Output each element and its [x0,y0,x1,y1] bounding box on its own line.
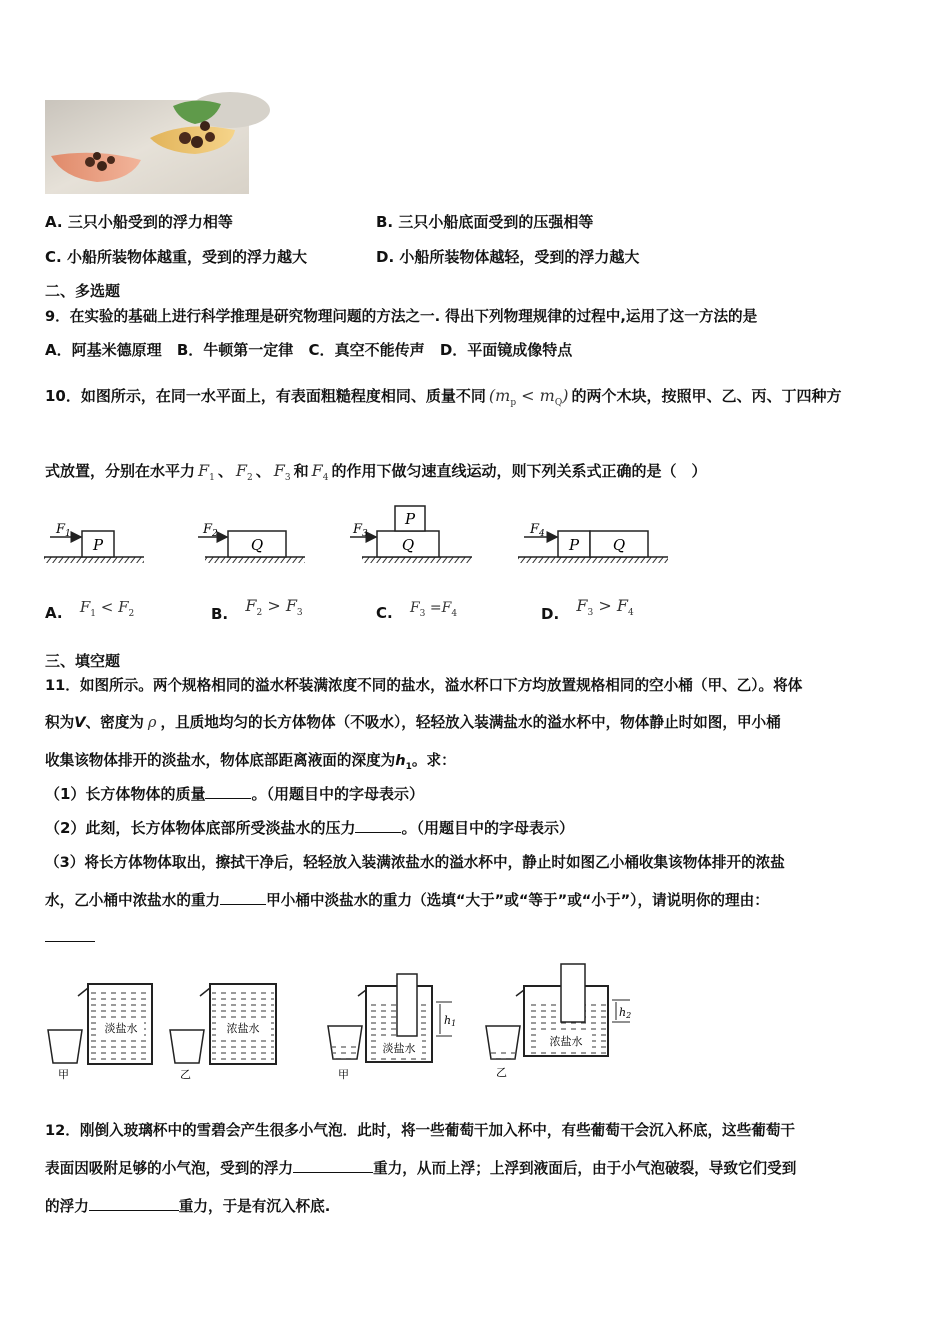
answer-blank[interactable] [205,786,251,799]
overflow-cup-weak [48,984,152,1081]
option-letter: A． [45,341,72,359]
svg-text:Q: Q [401,536,415,554]
option-letter: B. [376,213,394,231]
figure-force-q [198,522,305,563]
force-f3: $F_3$ [273,461,291,483]
force-f1: $F_1$ [198,461,215,483]
q11-reason-blank[interactable] [45,928,95,946]
q11-sub2: （2）此刻，长方体物体底部所受淡盐水的压力 。（用题目中的字母表示） [45,819,574,837]
option-text: 三只小船底面受到的压强相等 [398,213,594,231]
q10-option-c[interactable]: C. $F_3 =F_4$ [376,600,458,622]
force-f2: $F_2$ [235,461,253,483]
svg-text:Q: Q [250,536,264,554]
svg-text:F3: $F_3$ [353,522,368,539]
svg-text:乙: 乙 [496,1066,507,1079]
q8-option-a[interactable] [45,211,233,232]
svg-text:P: P [92,536,104,554]
q11-sub3-line2: 水，乙小桶中浓盐水的重力 甲小桶中淡盐水的重力（选填“大于”或“等于”或“小于”），请说明你的理由： [45,892,769,909]
svg-text:h2: h2 [619,1006,632,1020]
option-text: 三只小船受到的浮力相等 [67,213,233,231]
q8-option-c[interactable] [45,246,307,267]
q11-sub3-line1: （3）将长方体物体取出，擦拭干净后，轻轻放入装满浓盐水的溢水杯中，静止时如图乙小桶收集该物体排开的浓盐 [45,854,785,871]
q9-option-d[interactable] [440,341,572,359]
svg-text:浓盐水: 浓盐水 [226,1022,260,1035]
svg-text:甲: 甲 [58,1068,69,1081]
q10-stem-text: 式放置，分别在水平力 [45,462,196,480]
q10-stem-text: 的两个木块，按照甲、乙、丙、丁四种方 [571,387,842,405]
svg-text:h1: h1 [444,1014,457,1028]
q12-line2: 表面因吸附足够的小气泡，受到的浮力 重力，从而上浮；上浮到液面后，由于小气泡破裂，导致它们受到 [45,1160,797,1177]
svg-text:P: P [404,510,416,528]
q12-line3: 的浮力 重力，于是有沉入杯底. [45,1198,331,1215]
option-letter: B． [176,341,204,359]
q11-line3: 收集该物体排开的淡盐水，物体底部距离液面的深度为$h_1$。求： [45,752,456,772]
q8-option-d[interactable] [376,246,639,267]
q10-figure [40,500,680,575]
svg-text:F1: $F_1$ [56,522,71,539]
svg-text:淡盐水: 淡盐水 [382,1042,416,1055]
option-text: 牛顿第一定律 [203,341,294,359]
force-f4: $F_4$ [311,461,329,483]
svg-text:P: P [568,536,580,554]
option-letter: C. [45,248,62,266]
section-title-multi: 二、多选题 [45,282,121,300]
q10-stem-line1 [45,385,842,408]
q9-option-c[interactable] [309,341,425,359]
q10-option-d[interactable]: D. $F_3 > F_4$ [541,596,634,623]
option-letter: A. [45,213,63,231]
overflow-cup-strong [170,984,276,1081]
option-letter: C． [308,341,335,359]
q10-option-b[interactable]: B. $F_2 > F_3$ [211,596,303,623]
q9-option-a[interactable] [45,341,162,359]
answer-blank[interactable] [355,820,401,833]
option-text: 阿基米德原理 [71,341,162,359]
svg-text:乙: 乙 [180,1068,191,1081]
answer-blank[interactable] [220,892,266,905]
overflow-cup-strong-block [486,964,631,1079]
svg-text:Q: Q [612,536,626,554]
figure-force-side [518,522,668,563]
option-text: 平面镜成像特点 [467,341,573,359]
q11-sub1: （1）长方体物体的质量 。（用题目中的字母表示） [45,785,424,803]
q12-line1: 12．刚倒入玻璃杯中的雪碧会产生很多小气泡．此时，将一些葡萄干加入杯中，有些葡萄干会沉入杯底，这些葡萄干 [45,1122,796,1139]
q11-figure [40,966,640,1086]
figure-force-stacked [350,506,472,563]
q10-stem-text: 10．如图所示，在同一水平面上，有表面粗糙程度相同、质量不同 [45,387,486,405]
q9-options [45,339,572,360]
option-text: 小船所装物体越轻，受到的浮力越大 [399,248,640,266]
option-letter: D. [376,248,395,266]
q9-option-b[interactable] [177,341,293,359]
figure-force-p [44,522,144,563]
svg-text:甲: 甲 [338,1068,349,1081]
q10-stem-line2: 式放置，分别在水平力 $F_1$ 、 $F_2$ 、 $F_3$ 和 $F_4$ 的作用下做匀速直线运动，则下列关系式正确的是（ ） [45,461,707,483]
boats-photo [45,100,249,194]
answer-blank[interactable] [293,1160,373,1173]
q10-option-a[interactable]: A. $F_1 < F_2$ [45,598,135,622]
q10-stem-text: 的作用下做匀速直线运动，则下列关系式正确的是（ ） [331,462,707,480]
overflow-cup-weak-block [328,974,456,1081]
option-text: 小船所装物体越重，受到的浮力越大 [66,248,307,266]
svg-text:F2: $F_2$ [203,522,218,539]
q11-line1: 11．如图所示。两个规格相同的溢水杯装满浓度不同的盐水，溢水杯口下方均放置规格相同的空小桶（甲、乙）。将体 [45,677,803,694]
option-text: 真空不能传声 [334,341,425,359]
svg-text:浓盐水: 浓盐水 [549,1035,583,1048]
svg-text:淡盐水: 淡盐水 [104,1022,138,1035]
option-letter: D． [439,341,468,359]
section-title-fill: 三、填空题 [45,652,121,670]
answer-blank[interactable] [89,1198,179,1211]
mass-relation: $(m_p < m_Q)$ [488,386,569,408]
svg-text:F4: $F_4$ [530,522,545,539]
q8-option-b[interactable] [376,211,593,232]
q9-stem: 9．在实验的基础上进行科学推理是研究物理问题的方法之一. 得出下列物理规律的过程中,运用了这一方法的是 [45,308,758,325]
q11-line2: 积为V、密度为 ρ ，且质地均匀的长方体物体（不吸水），轻轻放入装满盐水的溢水杯中，物体静止时如图，甲小桶 [45,714,781,731]
